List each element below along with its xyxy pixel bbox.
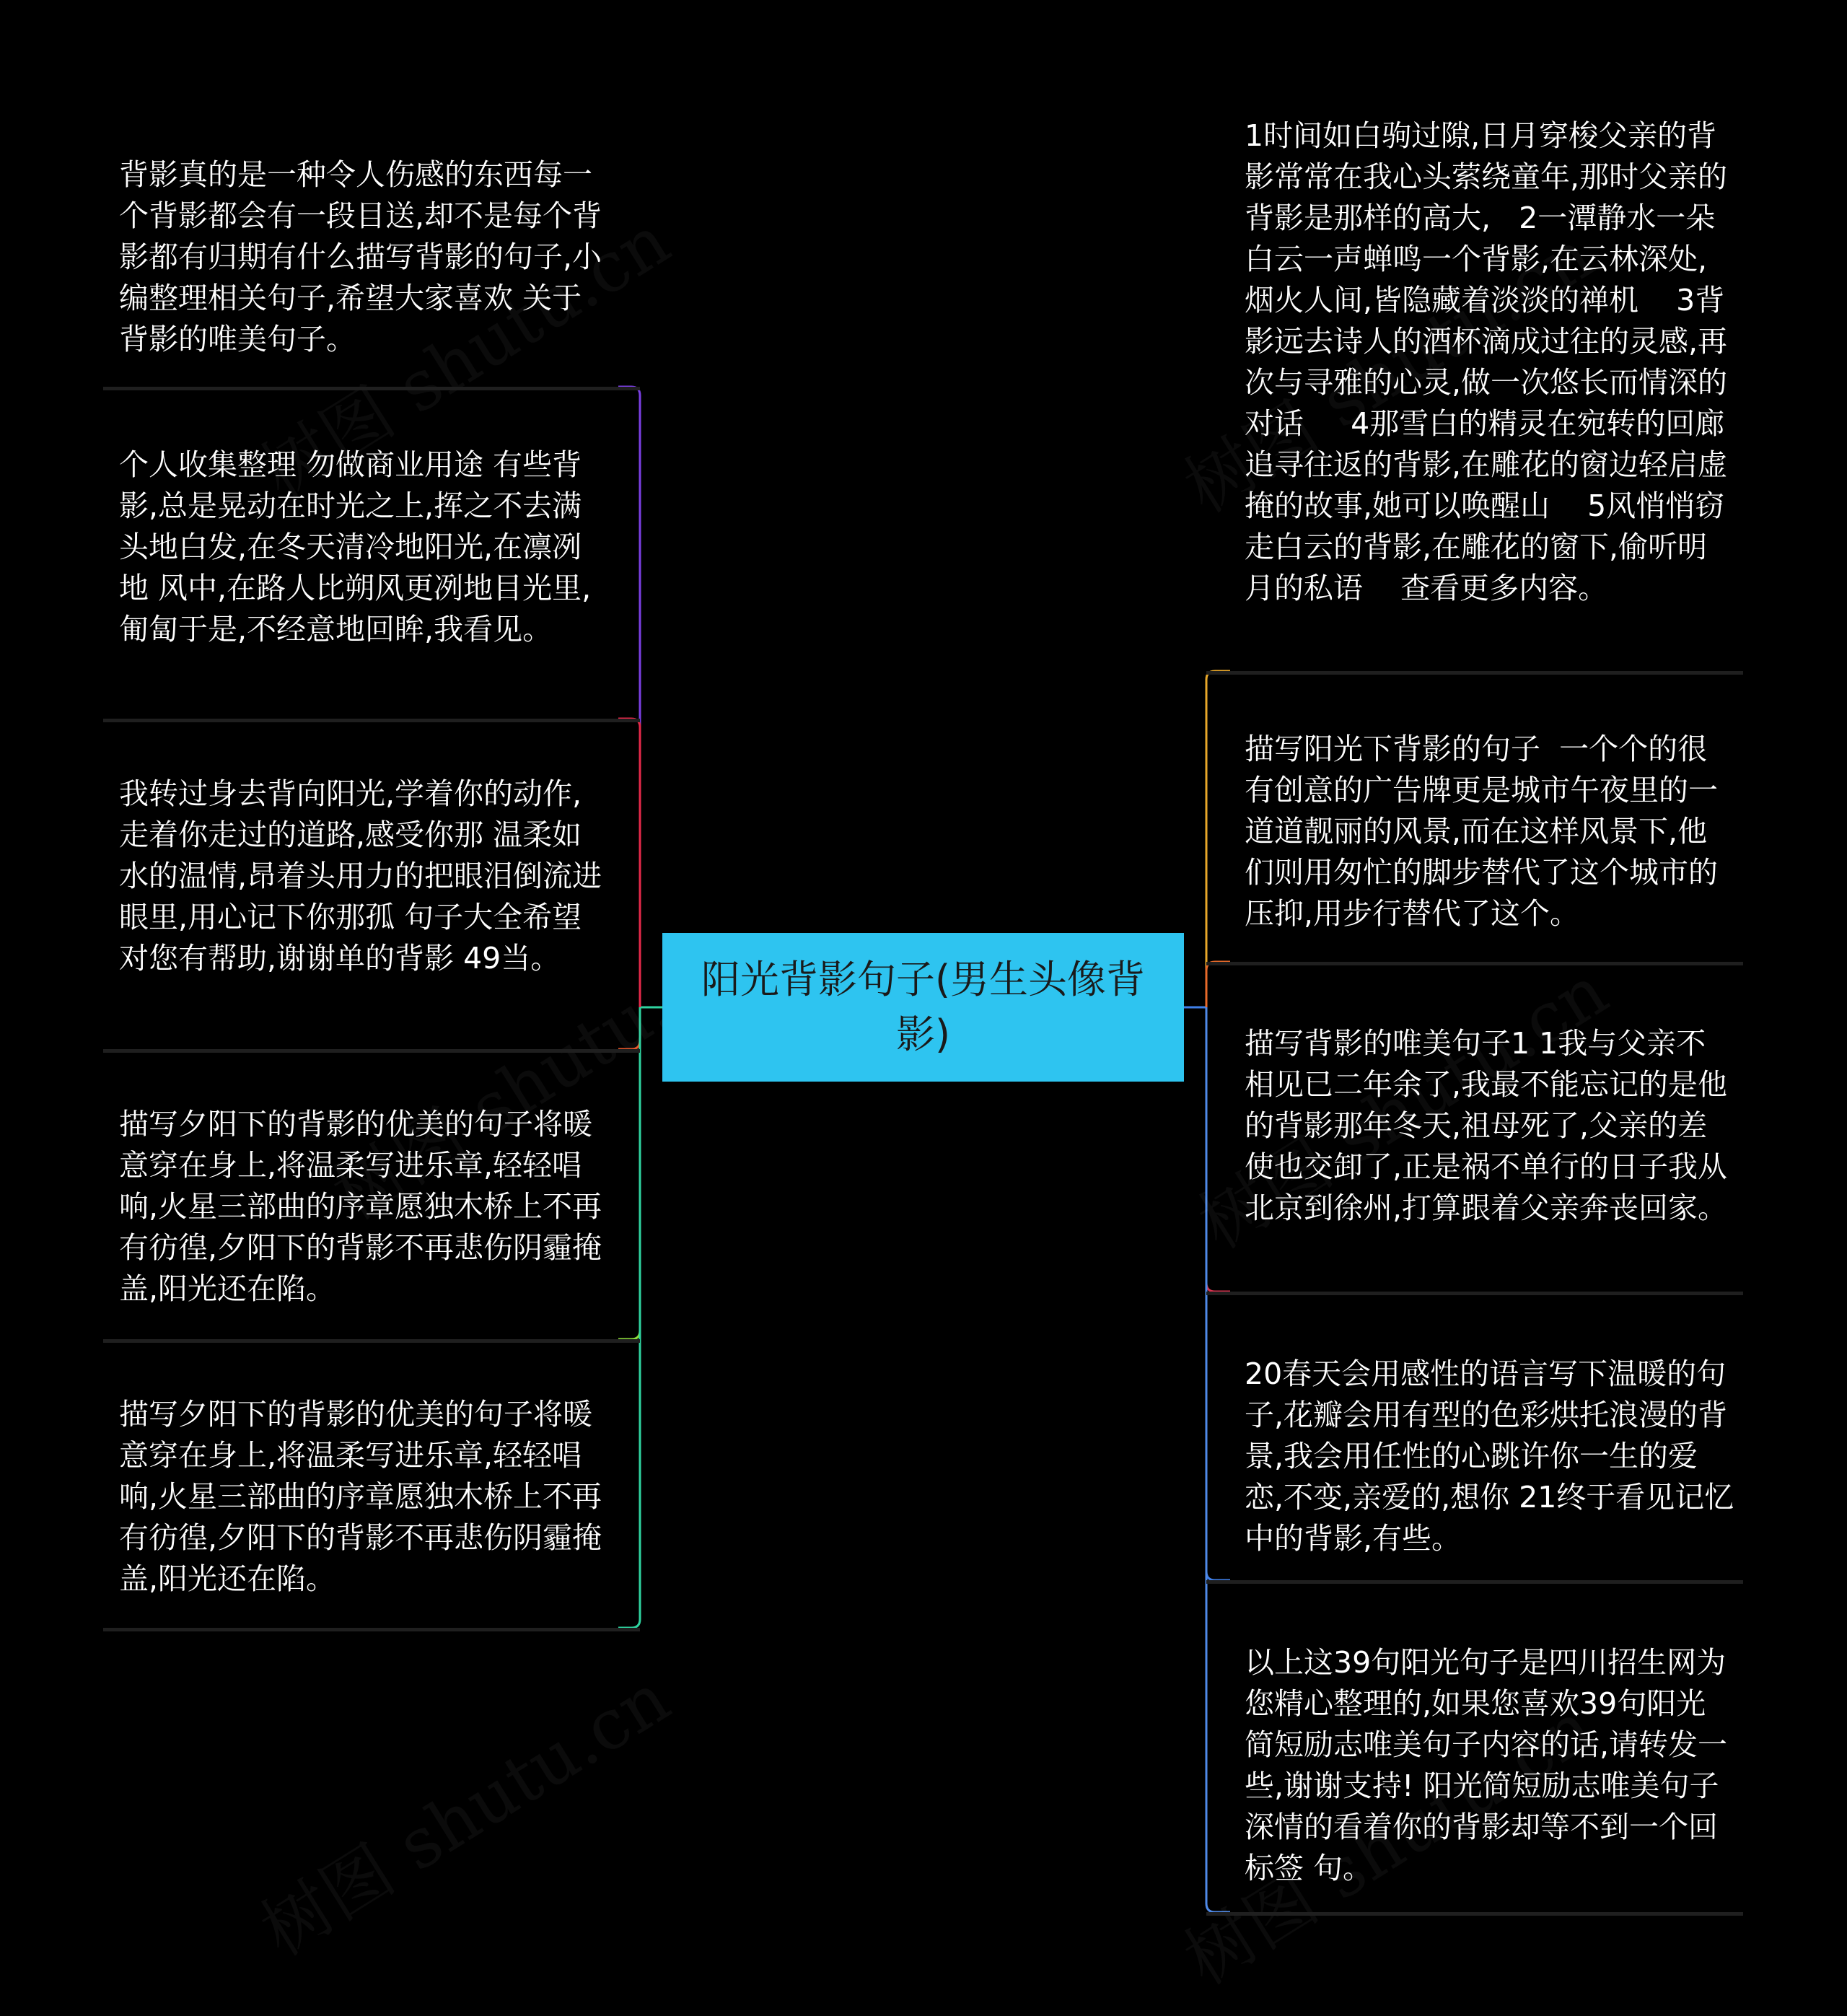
right-topic-text: 描写背影的唯美句子1 1我与父亲不相见已二年余了,我最不能忘记的是他的背影那年冬天,祖母死了,父亲的差使也交卸了,正是祸不单行的日子我从北京到徐州,打算跟着父亲奔丧回家。 [1245, 1026, 1728, 1225]
right-topic-node[interactable] [1245, 115, 1735, 609]
right-topic-underline [1206, 1292, 1743, 1295]
connector-line [1206, 962, 1230, 1007]
central-topic-label: 阳光背影句子(男生头像背影) [701, 957, 1146, 1057]
left-topic-underline [103, 1628, 640, 1631]
right-topic-text: 描写阳光下背影的句子 一个个的很有创意的广告牌更是城市午夜里的一道道靓丽的风景,而在这样风景下,他们则用匆忙的脚步替代了这个城市的压抑,用步行替代了这个。 [1245, 732, 1718, 931]
right-topic-text: 20春天会用感性的语言写下温暖的句子,花瓣会用有型的色彩烘托浪漫的背景,我会用任性的心跳许你一生的爱恋,不变,亲爱的,想你 21终于看见记忆中的背影,有些。 [1245, 1357, 1734, 1556]
right-topic-node[interactable] [1245, 729, 1735, 934]
right-topic-node[interactable] [1245, 1023, 1735, 1229]
left-topic-node[interactable] [119, 1104, 610, 1310]
right-topic-underline [1206, 962, 1743, 965]
left-topic-underline [103, 719, 640, 722]
left-topic-text: 背影真的是一种令人伤感的东西每一个背影都会有一段目送,却不是每个背影都有归期有什么描写背影的句子,小编整理相关句子,希望大家喜欢 关于背影的唯美句子。 [119, 157, 602, 356]
left-topic-node[interactable] [119, 1394, 610, 1600]
left-topic-node[interactable] [119, 444, 610, 650]
left-topic-text: 描写夕阳下的背影的优美的句子将暖意穿在身上,将温柔写进乐章,轻轻唱响,火星三部曲的序章愿独木桥上不再有彷徨,夕阳下的背影不再悲伤阴霾掩盖,阳光还在陷。 [119, 1397, 602, 1596]
right-topic-node[interactable] [1245, 1354, 1735, 1559]
left-topic-underline [103, 1339, 640, 1343]
connector-line [1206, 671, 1230, 1007]
right-topic-text: 1时间如白驹过隙,日月穿梭父亲的背影常常在我心头萦绕童年,那时父亲的背影是那样的高大, 2一潭静水一朵白云一声蝉鸣一个背影,在云林深处,烟火人间,皆隐藏着淡淡的禅机 3背影远去诗人的酒杯滴成过往的灵感,再次与寻雅的心灵,做一次悠长而情深的对话 4那雪白的精灵在宛转的回廊追寻往返的背影,在雕花的窗边轻启虚掩的故事,她可以唤醒山 5风悄悄窃走白云的背影,在雕花的窗下,偷听明月的私语 查看更多内容。 [1245, 118, 1728, 605]
central-topic[interactable] [662, 933, 1184, 1082]
right-topic-underline [1206, 1580, 1743, 1584]
right-topic-underline [1206, 671, 1743, 675]
left-topic-node[interactable] [119, 773, 610, 979]
left-topic-text: 描写夕阳下的背影的优美的句子将暖意穿在身上,将温柔写进乐章,轻轻唱响,火星三部曲的序章愿独木桥上不再有彷徨,夕阳下的背影不再悲伤阴霾掩盖,阳光还在陷。 [119, 1107, 602, 1306]
left-topic-text: 我转过身去背向阳光,学着你的动作,走着你走过的道路,感受你那 温柔如水的温情,昂着头用力的把眼泪倒流进眼里,用心记下你那孤 句子大全希望对您有帮助,谢谢单的背影 49当。 [119, 776, 602, 976]
right-topic-node[interactable] [1245, 1642, 1735, 1889]
left-topic-node[interactable] [119, 154, 610, 360]
left-topic-underline [103, 387, 640, 390]
right-topic-underline [1206, 1912, 1743, 1916]
connector-line [618, 1007, 640, 1628]
connector-line [618, 387, 640, 1007]
connector-line [1206, 1007, 1230, 1912]
right-topic-text: 以上这39句阳光句子是四川招生网为您精心整理的,如果您喜欢39句阳光简短励志唯美句子内容的话,请转发一些,谢谢支持! 阳光简短励志唯美句子深情的看着你的背影却等不到一个回标签 句。 [1245, 1645, 1728, 1885]
left-topic-text: 个人收集整理 勿做商业用途 有些背影,总是晃动在时光之上,挥之不去满头地白发,在冬天清冷地阳光,在凛冽地 风中,在路人比朔风更冽地目光里,匍匐于是,不经意地回眸,我看见。 [119, 447, 592, 647]
left-topic-underline [103, 1049, 640, 1053]
